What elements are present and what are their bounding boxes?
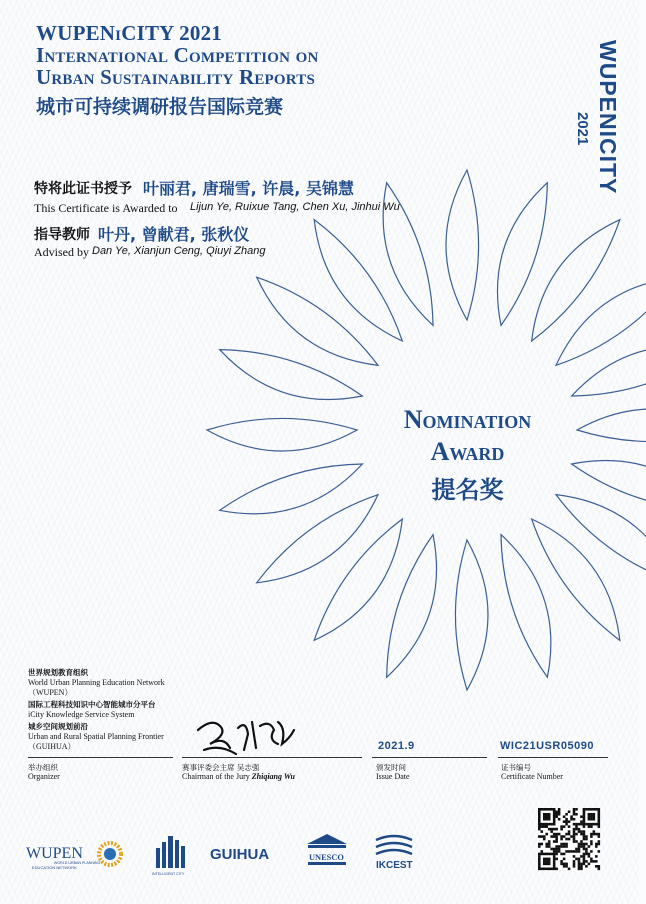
svg-text:GUIHUA: GUIHUA <box>210 846 270 863</box>
awardee-names-en: Lijun Ye, Ruixue Tang, Chen Xu, Jinhui Wu <box>190 201 400 213</box>
advisor-names-en: Dan Ye, Xianjun Ceng, Qiuyi Zhang <box>92 245 266 257</box>
petal-outline <box>213 339 366 416</box>
award-title <box>360 404 575 468</box>
intelligent-city-logo <box>152 828 192 878</box>
qr-code <box>538 808 600 870</box>
chair-label-en: Chairman of the Jury Zhiqiang Wu <box>182 772 295 781</box>
guihua-logo <box>210 828 286 878</box>
petal-outline <box>522 507 637 647</box>
date-label-en: Issue Date <box>376 772 410 781</box>
organizer-item: 国际工程科技知识中心智能城市分平台 iCity Knowledge Service System <box>28 700 156 719</box>
organizer-rule <box>28 757 173 758</box>
date-label-zh: 颁发时间 <box>376 763 406 772</box>
organizer-list <box>28 668 165 752</box>
cert-label-en: Certificate Number <box>501 772 563 781</box>
petal-outline <box>515 207 630 347</box>
petal-outline <box>490 528 567 681</box>
date-rule <box>372 757 487 758</box>
petal-outline <box>297 213 412 353</box>
svg-text:UNESCO: UNESCO <box>309 853 344 862</box>
chair-name: Zhiqiang Wu <box>251 772 295 781</box>
organizer-label-en: Organizer <box>28 772 60 781</box>
wupen-logo <box>26 828 130 878</box>
award-title-line-2: Award <box>430 437 505 466</box>
vertical-brand-text: WUPENICITY <box>595 40 621 195</box>
petal-outline <box>565 330 646 407</box>
petal-outline <box>367 179 444 332</box>
svg-text:WUPEN: WUPEN <box>26 845 83 862</box>
certificate-number-value: WIC21USR05090 <box>500 740 594 752</box>
petal-outline <box>305 512 420 652</box>
petal-outline <box>455 540 488 690</box>
competition-title-zh: 城市可持续调研报告国际竞赛 <box>36 96 284 118</box>
petal-outline <box>446 170 479 320</box>
award-title-zh: 提名奖 <box>431 476 504 504</box>
ikcest-logo <box>372 828 416 878</box>
unesco-logo <box>304 828 350 878</box>
petal-outline <box>244 268 384 383</box>
organizer-label-zh: 举办组织 <box>28 763 58 772</box>
awardee-names-zh: 叶丽君, 唐瑞雪, 许晨, 吴锦慧 <box>143 179 354 198</box>
advisor-en-label: Advised by <box>34 245 89 259</box>
petal-outline <box>216 453 369 530</box>
award-title-line-1: Nomination <box>403 405 532 434</box>
advisor-names-zh: 叶丹, 曾献君, 张秋仪 <box>98 225 250 244</box>
organizer-item: 城乡空间规划前沿 Urban and Rural Spatial Planning Frontier （GUIHUA） <box>28 722 164 751</box>
petal-outline <box>577 409 646 442</box>
chairman-signature <box>190 700 300 760</box>
petal-outline <box>376 531 453 684</box>
title-line-1: WUPENiCITY 2021 <box>36 21 222 45</box>
advisor-zh-label: 指导教师 <box>34 227 90 243</box>
title-line-3: Urban Sustainability Reports <box>36 65 316 89</box>
svg-text:EDUCATION NETWORK: EDUCATION NETWORK <box>32 865 77 870</box>
awarded-to-zh-label: 特将此证书授予 <box>34 181 132 197</box>
svg-text:WORLD URBAN PLANNING: WORLD URBAN PLANNING <box>54 861 101 865</box>
organizer-item: 世界规划教育组织 World Urban Planning Education Network （WUPEN） <box>28 668 165 697</box>
cert-rule <box>498 757 608 758</box>
chair-rule <box>182 757 362 758</box>
chair-label-zh: 赛事评委会主席 吴志强 <box>182 763 260 772</box>
issue-date-value: 2021.9 <box>378 740 415 752</box>
svg-text:IKCEST: IKCEST <box>376 860 413 871</box>
vertical-brand-year: 2021 <box>574 112 591 146</box>
awarded-to-en-label: This Certificate is Awarded to <box>34 201 178 215</box>
petal-outline <box>481 176 558 329</box>
competition-title <box>36 22 319 88</box>
petal-outline <box>207 418 357 451</box>
title-line-2: International Competition on <box>36 43 319 67</box>
svg-text:INTELLIGENT CITY: INTELLIGENT CITY <box>152 872 185 876</box>
petal-outline <box>568 444 646 521</box>
cert-label-zh: 证书编号 <box>501 763 531 772</box>
